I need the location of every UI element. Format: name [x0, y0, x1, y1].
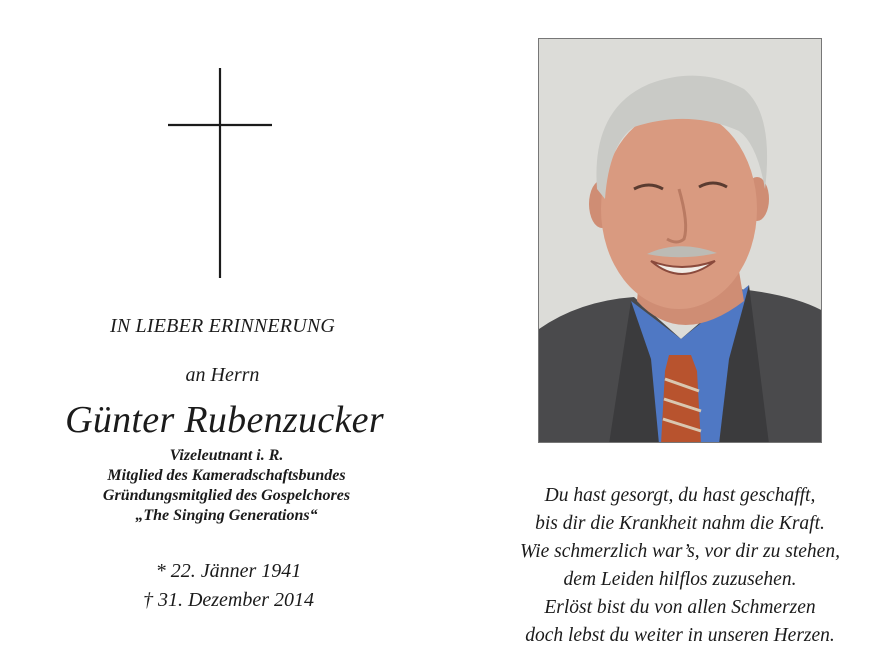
portrait-photo: [538, 38, 822, 443]
birth-date: * 22. Jänner 1941: [155, 560, 302, 582]
poem-line: Du hast gesorgt, du hast geschafft,: [544, 485, 816, 506]
poem-line: Wie schmerzlich war’s, vor dir zu stehen,: [520, 541, 840, 562]
deceased-name: Günter Rubenzucker: [65, 399, 384, 441]
poem-line: Erlöst bist du von allen Schmerzen: [544, 597, 816, 618]
memorial-poem: [470, 482, 890, 650]
memorial-heading: IN LIEBER ERINNERUNG: [109, 315, 336, 337]
salutation: an Herrn: [185, 364, 260, 386]
detail-membership: Mitglied des Kameradschaftsbundes: [107, 467, 346, 484]
detail-choir-name: „The Singing Generations“: [135, 507, 318, 524]
detail-founding-member: Gründungsmitglied des Gospelchores: [102, 487, 351, 504]
poem-line: dem Leiden hilflos zuzusehen.: [563, 569, 797, 590]
detail-rank: Vizeleutnant i. R.: [169, 447, 284, 464]
poem-line: doch lebst du weiter in unseren Herzen.: [525, 625, 835, 646]
cross-icon: [168, 68, 272, 278]
deceased-details: [4, 446, 449, 526]
poem-line: bis dir die Krankheit nahm die Kraft.: [535, 513, 825, 534]
death-date: † 31. Dezember 2014: [142, 589, 315, 611]
